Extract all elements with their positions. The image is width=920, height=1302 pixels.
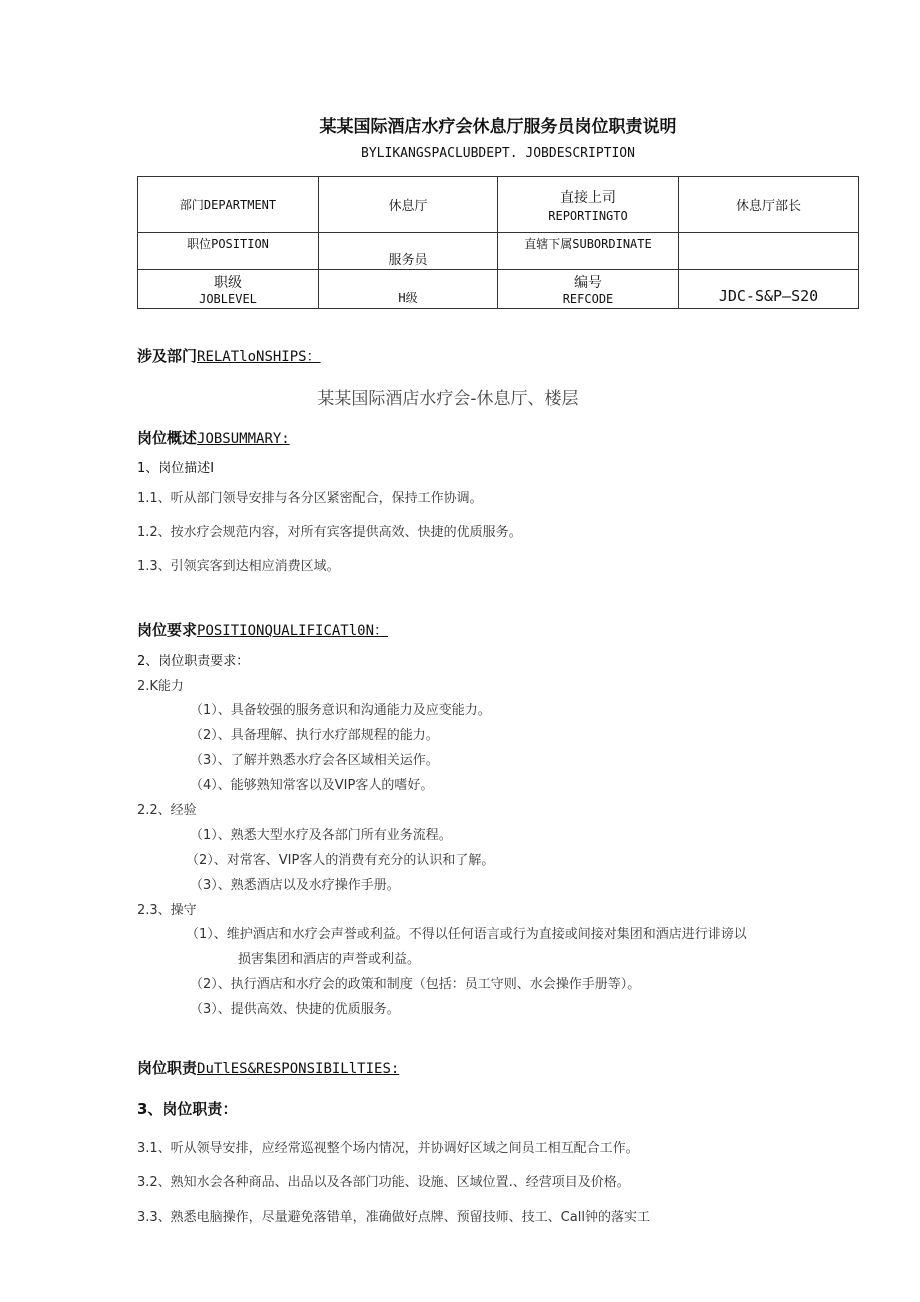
qualification-item: （1）、维护酒店和水疗会声誉或利益。不得以任何语言或行为直接或间接对集团和酒店进行诽谤以: [186, 927, 747, 942]
summary-heading-en: JOBSUMMARY:: [197, 431, 290, 447]
summary-heading: [137, 427, 290, 448]
page-subtitle: BYLIKANGSPACLUBDEPT. JOBDESCRIPTION: [361, 146, 635, 161]
qualification-item: （4）、能够熟知常客以及VIP客人的嗜好。: [190, 778, 434, 793]
table-row: [138, 270, 859, 309]
reporting-value-cell: [679, 177, 859, 233]
level-label-cn: 职级: [214, 275, 242, 291]
qualification-item: （1）、具备较强的服务意识和沟通能力及应变能力。: [190, 703, 491, 718]
qualification-item: （1）、熟悉大型水疗及各部门所有业务流程。: [190, 828, 452, 843]
reporting-label-en: REPORTINGTO: [548, 208, 628, 223]
qualification-item: 2.K能力: [137, 679, 184, 694]
table-row: [138, 233, 859, 270]
table-row: [138, 177, 859, 233]
duties-subheading: 3、岗位职责：: [137, 1100, 238, 1118]
relationships-content: 某某国际酒店水疗会-休息厅、楼层: [317, 389, 579, 409]
duties-line: 3.3、熟悉电脑操作，尽量避免落错单，准确做好点牌、预留技师、技工、Call钟的落实工: [137, 1210, 650, 1225]
department-value: 休息厅: [388, 199, 428, 214]
qualification-item: （2）、具备理解、执行水疗部规程的能力。: [190, 728, 439, 743]
qualification-heading: [137, 619, 388, 640]
qualification-item: （2）、对常客、VIP客人的消费有充分的认识和了解。: [186, 853, 495, 868]
refcode-label-en: REFCODE: [562, 292, 614, 306]
duties-heading-cn: 岗位职责: [137, 1059, 198, 1077]
level-label-cell: [138, 270, 319, 309]
summary-heading-cn: 岗位概述: [137, 429, 198, 447]
qualification-item: （2）、执行酒店和水疗会的政策和制度（包括：员工守则、水会操作手册等）。: [190, 977, 641, 992]
subordinate-label-cell: [498, 233, 679, 270]
position-value: 服务员: [388, 253, 428, 268]
duties-heading-en: DuTlES&RESPONSIBILlTIES:: [197, 1061, 400, 1077]
refcode-value-cell: [679, 270, 859, 309]
level-label-en: JOBLEVEL: [199, 292, 257, 306]
summary-line: 1.3、引领宾客到达相应消费区域。: [137, 559, 340, 574]
duties-heading: [137, 1057, 399, 1078]
qualification-item: 损害集团和酒店的声誉或利益。: [238, 952, 421, 967]
refcode-label-cn: 编号: [574, 275, 602, 291]
department-label-cell: [138, 177, 319, 233]
reporting-value: 休息厅部长: [735, 199, 801, 214]
department-value-cell: [319, 177, 498, 233]
refcode-label-cell: [498, 270, 679, 309]
position-label-cell: [138, 233, 319, 270]
level-value: H级: [398, 291, 418, 305]
reporting-label-cell: [498, 177, 679, 233]
position-value-cell: [319, 233, 498, 270]
subordinate-label: 直辖下属SUBORDINATE: [524, 237, 652, 251]
summary-line: 1.2、按水疗会规范内容，对所有宾客提供高效、快捷的优质服务。: [137, 525, 522, 540]
summary-subheading: 1、岗位描述I: [137, 461, 215, 476]
subordinate-value-cell: [679, 233, 859, 270]
page-title: 某某国际酒店水疗会休息厅服务员岗位职责说明: [319, 117, 677, 137]
refcode-value: JDC-S&P—S20: [718, 287, 819, 305]
summary-line: 1.1、听从部门领导安排与各分区紧密配合，保持工作协调。: [137, 491, 483, 506]
reporting-label-cn: 直接上司: [560, 189, 616, 206]
relationships-heading: [137, 345, 321, 366]
qualification-item: 2.3、操守: [137, 903, 197, 918]
qualification-item: （3）、了解并熟悉水疗会各区域相关运作。: [190, 753, 439, 768]
relationships-heading-en: RELATloNSHIPS：: [197, 349, 321, 365]
qualification-item: （3）、熟悉酒店以及水疗操作手册。: [190, 878, 400, 893]
position-info-table: [137, 176, 859, 309]
qualification-item: （3）、提供高效、快捷的优质服务。: [190, 1002, 400, 1017]
duties-line: 3.1、听从领导安排，应经常巡视整个场内情况，并协调好区域之间员工相互配合工作。: [137, 1141, 639, 1156]
qualification-item: 2.2、经验: [137, 803, 197, 818]
relationships-heading-cn: 涉及部门: [137, 347, 198, 365]
duties-line: 3.2、熟知水会各种商品、出品以及各部门功能、设施、区域位置.、经营项目及价格。: [137, 1175, 630, 1190]
qualification-heading-en: POSITIONQUALIFICATl0N：: [197, 623, 389, 639]
level-value-cell: [319, 270, 498, 309]
department-label: 部门DEPARTMENT: [179, 198, 277, 212]
qualification-heading-cn: 岗位要求: [137, 621, 198, 639]
position-label: 职位POSITION: [187, 237, 269, 251]
qualification-subheading: 2、岗位职责要求：: [137, 654, 250, 669]
